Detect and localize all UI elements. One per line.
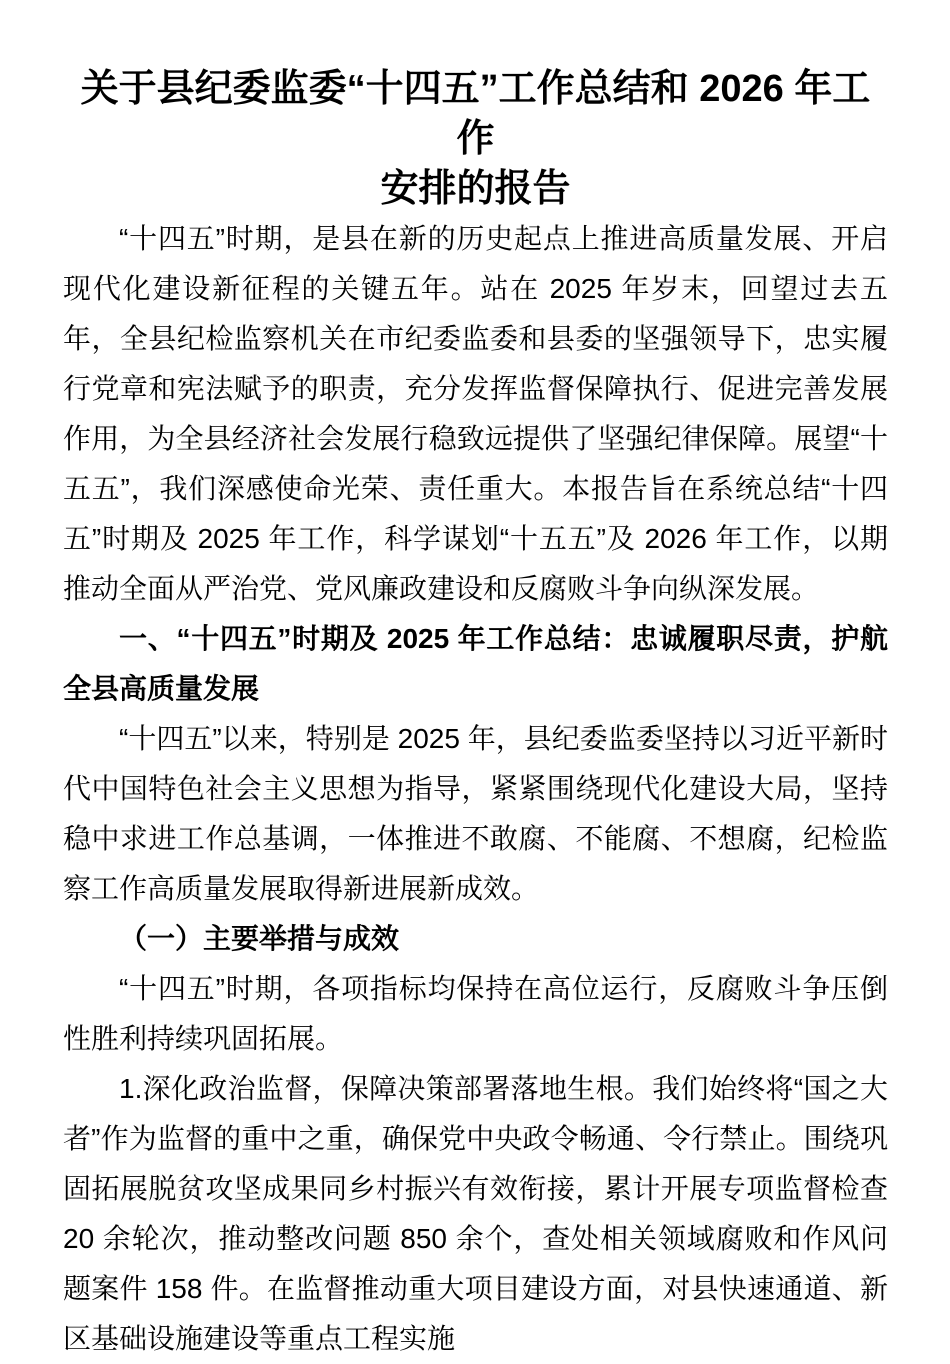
document-title-line2: 安排的报告 [380, 168, 571, 210]
heading-section-one: 一、“十四五”时期及 2025 年工作总结：忠诚履职尽责，护航全县高质量发展 [63, 623, 888, 704]
paragraph-intro: “十四五”时期，是县在新的历史起点上推进高质量发展、开启现代化建设新征程的关键五年。站在 2025 年岁末，回望过去五年，全县纪检监察机关在市纪委监委和县委的坚强领导下，忠实履行党章和宪法赋予的职责，充分发挥监督保障执行、促进完善发展作用，为全县经济社会发展行稳致远提供了坚强纪律保障。展望“十五五”，我们深感使命光荣、责任重大。本报告旨在系统总结“十四五”时期及 2025 年工作，科学谋划“十五五”及 2026 年工作，以期推动全面从严治党、党风廉政建设和反腐败斗争向纵深发展。 [63, 223, 888, 604]
paragraph-political-supervision: 1.深化政治监督，保障决策部署落地生根。我们始终将“国之大者”作为监督的重中之重，确保党中央政令畅通、令行禁止。围绕巩固拓展脱贫攻坚成果同乡村振兴有效衔接，累计开展专项监督检查 20 余轮次，推动整改问题 850 余个，查处相关领域腐败和作风问题案件 158 件。在监督推动重大项目建设方面，对县快速通道、新区基础设施建设等重点工程实施 [63, 1073, 888, 1354]
document-title [63, 64, 888, 214]
paragraph-indicators: “十四五”时期，各项指标均保持在高位运行，反腐败斗争压倒性胜利持续巩固拓展。 [63, 973, 888, 1054]
document-title-line1: 关于县纪委监委“十四五”工作总结和 2026 年工作 [80, 68, 871, 160]
paragraph-overview: “十四五”以来，特别是 2025 年，县纪委监委坚持以习近平新时代中国特色社会主义思想为指导，紧紧围绕现代化建设大局，坚持稳中求进工作总基调，一体推进不敢腐、不能腐、不想腐，纪检监察工作高质量发展取得新进展新成效。 [63, 723, 888, 904]
heading-subsection-one: （一）主要举措与成效 [119, 923, 400, 954]
